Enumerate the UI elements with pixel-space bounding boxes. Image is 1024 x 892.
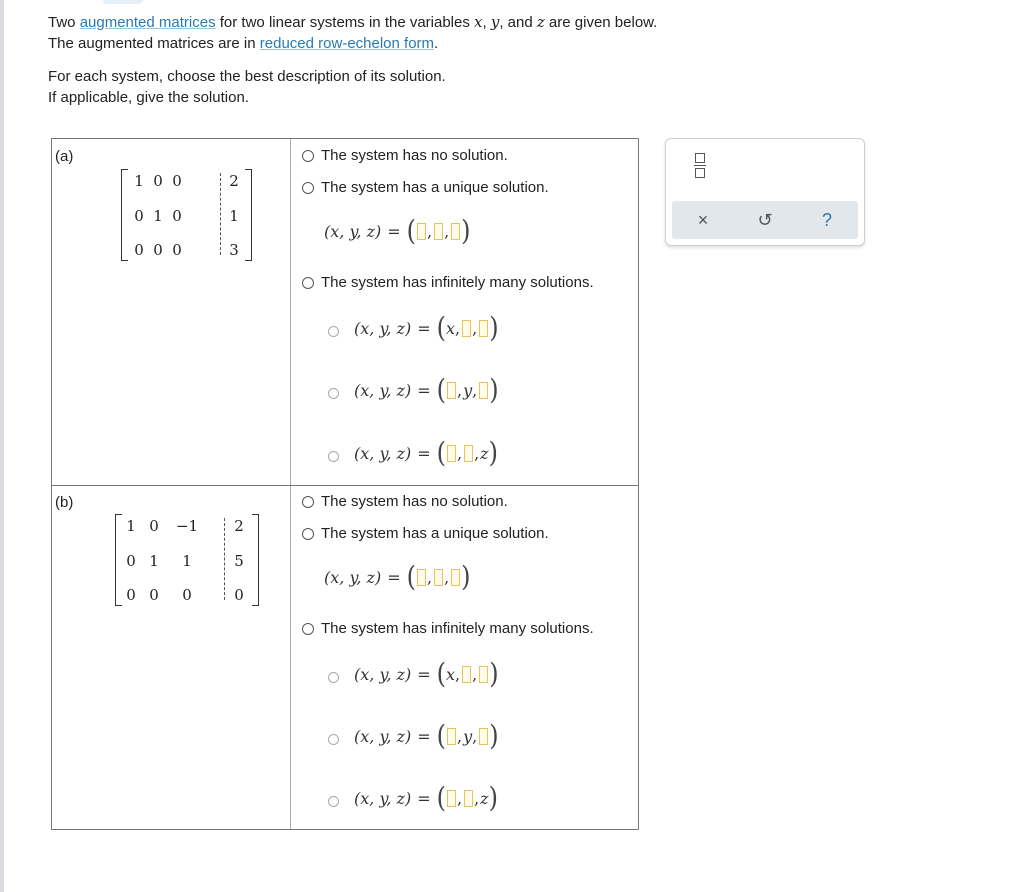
radio-icon[interactable] — [302, 528, 314, 540]
column-divider — [290, 139, 291, 829]
answer-box-y[interactable] — [434, 569, 443, 586]
part-a-unique-expression: (x, y, z) = ( , , ) — [324, 214, 471, 248]
radio-icon[interactable] — [302, 150, 314, 162]
answer-box-z[interactable] — [479, 382, 488, 399]
part-b-infinite-expr-1: (x, y, z) = ( x , , ) — [354, 657, 499, 691]
matrix-cell: 0 — [134, 241, 144, 259]
help-button[interactable]: ? — [821, 210, 832, 230]
matrix-cell: 1 — [182, 552, 192, 570]
radio-icon[interactable] — [302, 277, 314, 289]
part-a-infinite-option[interactable]: The system has infinitely many solutions. — [302, 274, 594, 291]
matrix-cell: 1 — [126, 517, 136, 535]
answer-box-z[interactable] — [479, 728, 488, 745]
matrix-cell: 1 — [153, 207, 163, 225]
matrix-cell: 0 — [172, 241, 182, 259]
part-a-sub-radio-2[interactable] — [328, 388, 339, 399]
answer-box-y[interactable] — [464, 445, 473, 462]
answer-box-x[interactable] — [417, 569, 426, 586]
answer-box-y[interactable] — [434, 223, 443, 240]
intro-line-4: If applicable, give the solution. — [48, 89, 249, 106]
part-a-infinite-expr-2: (x, y, z) = ( , y , ) — [354, 373, 499, 407]
part-b-sub-radio-2[interactable] — [328, 734, 339, 745]
action-bar — [672, 201, 858, 239]
fraction-icon[interactable] — [694, 153, 706, 178]
matrix-cell: 5 — [234, 552, 244, 570]
answer-box-z[interactable] — [479, 320, 488, 337]
part-b-unique-option[interactable]: The system has a unique solution. — [302, 525, 549, 542]
part-b-matrix — [115, 512, 265, 608]
question-table — [51, 138, 639, 830]
part-a-matrix — [121, 167, 257, 263]
answer-box-x[interactable] — [417, 223, 426, 240]
matrix-cell: 0 — [149, 586, 159, 604]
matrix-cell: 0 — [126, 586, 136, 604]
matrix-cell: 0 — [149, 517, 159, 535]
part-b-label: (b) — [55, 494, 74, 511]
matrix-augment-line — [220, 173, 221, 255]
part-b-sub-radio-1[interactable] — [328, 672, 339, 683]
answer-box-x[interactable] — [447, 382, 456, 399]
part-a-infinite-expr-1: (x, y, z) = ( x , , ) — [354, 311, 499, 345]
part-b-infinite-option[interactable]: The system has infinitely many solutions. — [302, 620, 594, 637]
answer-box-y[interactable] — [464, 790, 473, 807]
top-tab — [103, 0, 143, 4]
matrix-cell: 0 — [182, 586, 192, 604]
answer-box-x[interactable] — [447, 728, 456, 745]
matrix-cell: 0 — [153, 172, 163, 190]
intro-line-2: The augmented matrices are in reduced row-echelon form. — [48, 35, 439, 52]
matrix-cell: 0 — [134, 207, 144, 225]
matrix-cell: 1 — [149, 552, 159, 570]
matrix-right-bracket — [245, 169, 252, 261]
matrix-cell: 0 — [126, 552, 136, 570]
matrix-cell: 2 — [229, 172, 239, 190]
part-b-unique-expression: (x, y, z) = ( , , ) — [324, 560, 471, 594]
intro-line-3: For each system, choose the best description of its solution. — [48, 68, 446, 85]
matrix-cell: 3 — [229, 241, 239, 259]
instructions — [48, 12, 657, 108]
matrix-cell: 0 — [153, 241, 163, 259]
intro-line-1: Two augmented matrices for two linear systems in the variables x, y, and z are given below. — [48, 13, 658, 31]
part-a-sub-radio-3[interactable] — [328, 451, 339, 462]
row-divider — [52, 485, 638, 486]
matrix-cell: 0 — [172, 207, 182, 225]
answer-box-z[interactable] — [451, 223, 460, 240]
answer-box-z[interactable] — [479, 666, 488, 683]
radio-icon[interactable] — [302, 496, 314, 508]
part-a-sub-radio-1[interactable] — [328, 326, 339, 337]
radio-icon[interactable] — [302, 182, 314, 194]
part-a-infinite-expr-3: (x, y, z) = ( , , z ) — [354, 436, 498, 470]
answer-box-y[interactable] — [462, 320, 471, 337]
answer-box-y[interactable] — [462, 666, 471, 683]
part-a-no-solution-option[interactable]: The system has no solution. — [302, 147, 508, 164]
matrix-right-bracket — [252, 514, 259, 606]
math-toolbox — [665, 138, 865, 246]
answer-box-x[interactable] — [447, 445, 456, 462]
part-b-sub-radio-3[interactable] — [328, 796, 339, 807]
matrix-cell: 0 — [234, 586, 244, 604]
matrix-cell: 1 — [229, 207, 239, 225]
left-scroll-edge — [0, 0, 4, 892]
radio-icon[interactable] — [302, 623, 314, 635]
part-b-no-solution-option[interactable]: The system has no solution. — [302, 493, 508, 510]
part-a-label: (a) — [55, 148, 74, 165]
part-a-unique-option[interactable]: The system has a unique solution. — [302, 179, 549, 196]
reduced-row-echelon-link[interactable]: reduced row-echelon form — [259, 35, 435, 52]
matrix-left-bracket — [121, 169, 128, 261]
augmented-matrices-link[interactable]: augmented matrices — [79, 14, 216, 31]
matrix-cell: 1 — [134, 172, 144, 190]
part-b-infinite-expr-2: (x, y, z) = ( , y , ) — [354, 719, 499, 753]
clear-button[interactable]: × — [697, 210, 709, 230]
undo-button[interactable]: ↺ — [757, 210, 773, 230]
part-b-infinite-expr-3: (x, y, z) = ( , , z ) — [354, 781, 498, 815]
matrix-cell: 0 — [172, 172, 182, 190]
answer-box-z[interactable] — [451, 569, 460, 586]
matrix-cell: 2 — [234, 517, 244, 535]
matrix-augment-line — [224, 518, 225, 600]
matrix-cell: −1 — [175, 517, 199, 535]
answer-box-x[interactable] — [447, 790, 456, 807]
